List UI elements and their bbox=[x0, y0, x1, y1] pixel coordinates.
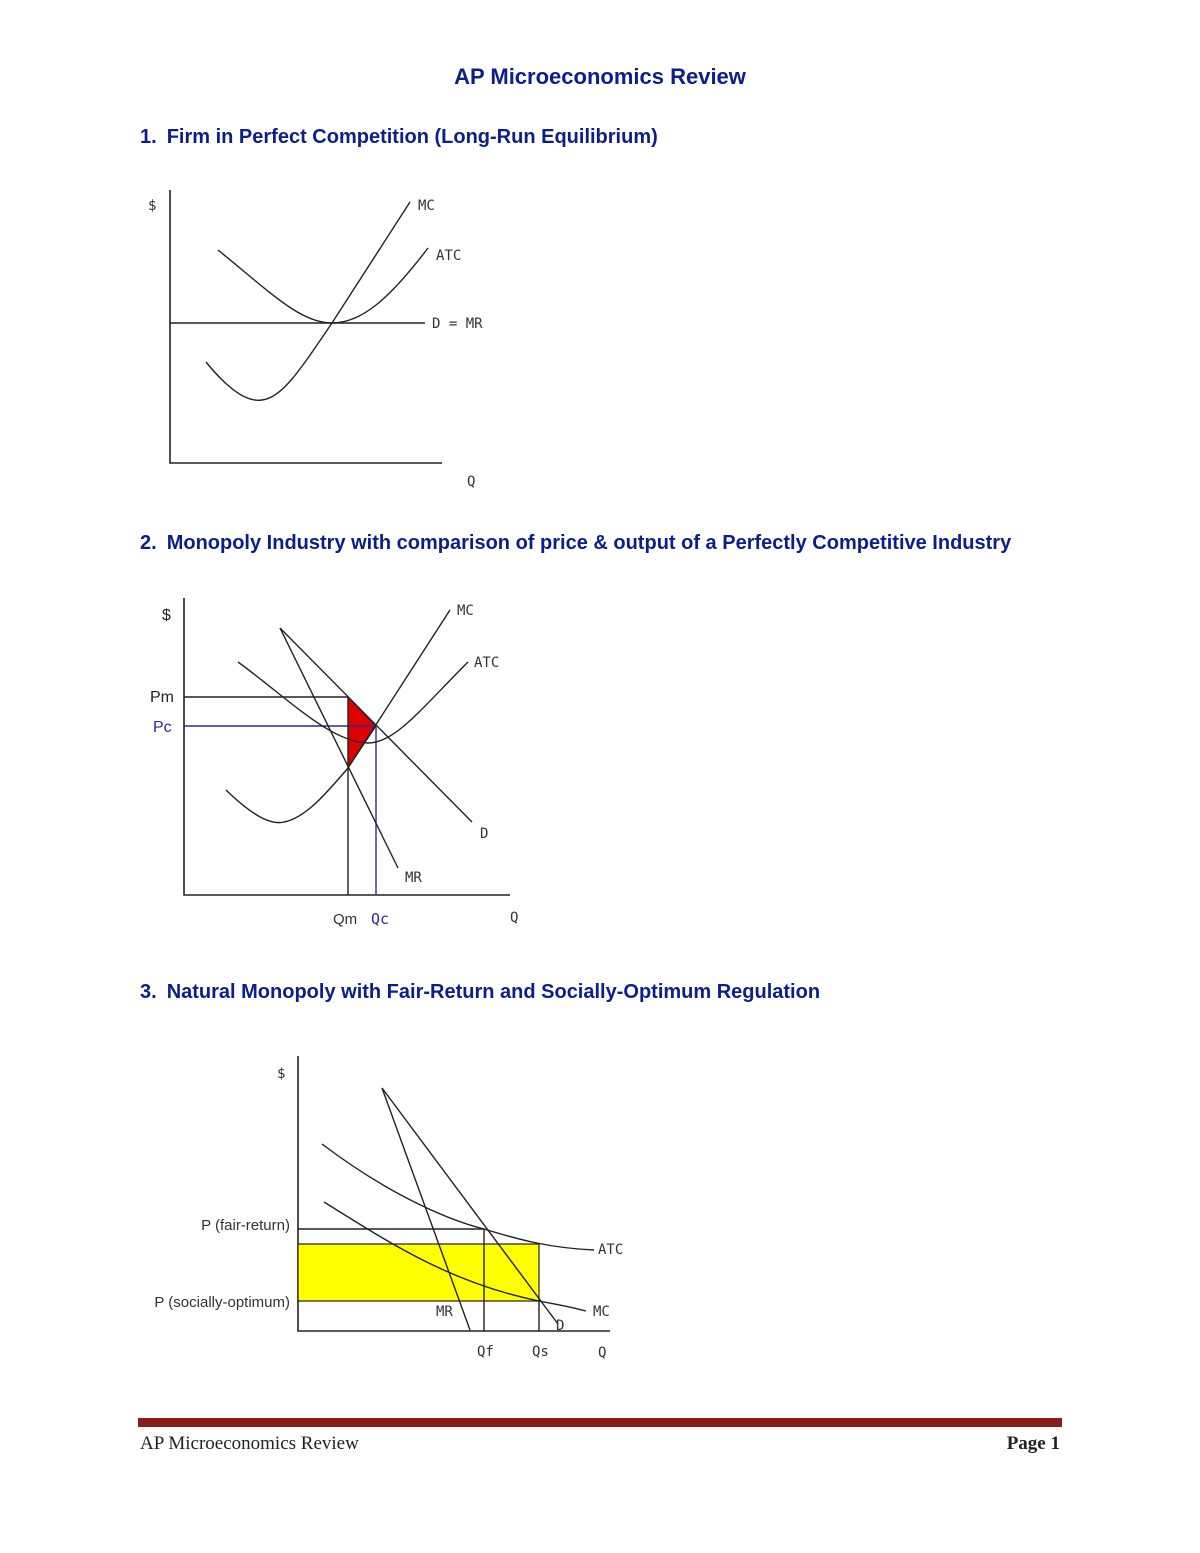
graph3-qs-label: Qs bbox=[532, 1344, 549, 1360]
footer-page-number: Page 1 bbox=[1006, 1433, 1060, 1454]
graph2-pc-label: Pc bbox=[153, 719, 172, 736]
graph2-deadweight-loss-area bbox=[348, 697, 376, 768]
graph2-x-axis-label: Q bbox=[510, 910, 519, 926]
graph3-atc-curve bbox=[322, 1144, 594, 1250]
section-1-heading bbox=[140, 126, 658, 149]
footer-bar bbox=[138, 1418, 1062, 1427]
graph1-y-axis-label: $ bbox=[148, 198, 157, 214]
graph2-pm-label: Pm bbox=[150, 689, 174, 706]
footer-title: AP Microeconomics Review bbox=[140, 1433, 359, 1454]
graph2-qc-label: Qc bbox=[371, 910, 390, 928]
section-1-title: Firm in Perfect Competition (Long-Run Equilibrium) bbox=[166, 126, 658, 148]
graph1-mc-label: MC bbox=[418, 198, 435, 214]
section-2-heading bbox=[140, 532, 1011, 555]
graph1-atc-curve bbox=[218, 248, 428, 323]
graph1-axes bbox=[170, 190, 442, 463]
graph3-mc-label: MC bbox=[593, 1304, 610, 1320]
graph2-axes bbox=[184, 598, 510, 895]
graph2-atc-label: ATC bbox=[474, 655, 500, 671]
graph3-socially-optimum-price-label: P (socially-optimum) bbox=[154, 1294, 290, 1311]
graph2-mc-label: MC bbox=[457, 603, 474, 619]
graph3-qf-label: Qf bbox=[477, 1344, 494, 1360]
graph-perfect-competition bbox=[0, 180, 600, 500]
graph2-qm-label: Qm bbox=[333, 911, 358, 928]
graph2-y-axis-label: $ bbox=[162, 607, 171, 624]
graph2-demand-label: D bbox=[480, 826, 489, 842]
graph1-mc-curve bbox=[206, 202, 410, 400]
graph2-mc-curve bbox=[226, 610, 450, 823]
section-2-number: 2. bbox=[140, 532, 157, 554]
section-3-heading bbox=[140, 981, 820, 1004]
document-title: AP Microeconomics Review bbox=[454, 64, 746, 89]
graph3-x-axis-label: Q bbox=[598, 1345, 607, 1361]
section-3-number: 3. bbox=[140, 981, 157, 1003]
graph1-demand-mr-label: D = MR bbox=[432, 316, 483, 332]
graph3-atc-label: ATC bbox=[598, 1242, 624, 1258]
graph-monopoly bbox=[0, 590, 600, 940]
graph2-mr-label: MR bbox=[405, 870, 422, 886]
graph2-mr-curve bbox=[280, 628, 398, 868]
section-3-title: Natural Monopoly with Fair-Return and Socially-Optimum Regulation bbox=[166, 981, 821, 1003]
graph3-mr-label: MR bbox=[436, 1304, 453, 1320]
section-1-number: 1. bbox=[140, 126, 157, 148]
graph-natural-monopoly bbox=[0, 1048, 700, 1368]
section-2-title: Monopoly Industry with comparison of price & output of a Perfectly Competitive Industry bbox=[166, 532, 1012, 554]
graph3-y-axis-label: $ bbox=[277, 1066, 286, 1082]
graph1-x-axis-label: Q bbox=[467, 474, 476, 490]
graph3-demand-label: D bbox=[556, 1318, 565, 1334]
graph3-fair-return-price-label: P (fair-return) bbox=[201, 1217, 290, 1234]
graph1-atc-label: ATC bbox=[436, 248, 462, 264]
